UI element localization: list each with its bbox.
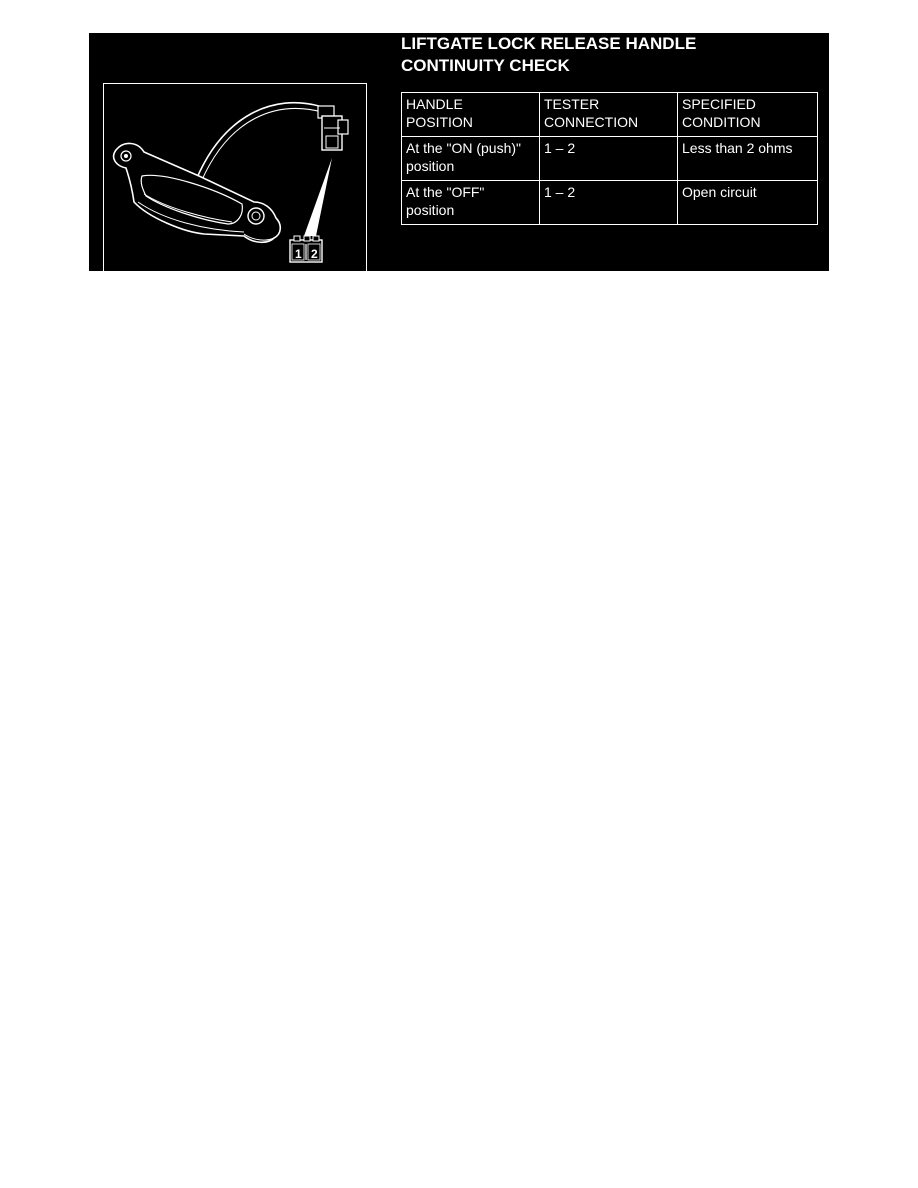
harness-wire-inner: [201, 109, 322, 182]
header-line: POSITION: [406, 114, 473, 130]
cell-tester-connection: 1 – 2: [540, 181, 678, 225]
harness-wire: [196, 103, 319, 180]
header-specified-condition: [678, 93, 818, 137]
cell-handle-position: [402, 181, 540, 225]
connector-body: [318, 106, 348, 150]
cell-specified-condition: Open circuit: [678, 181, 818, 225]
table-row: [402, 181, 818, 225]
continuity-table: [401, 92, 818, 225]
cell-line: At the "ON (push)": [406, 140, 521, 156]
header-tester-connection: [540, 93, 678, 137]
callout-wedge: [304, 158, 332, 236]
pin-2-label: 2: [311, 247, 318, 261]
table-row: [402, 137, 818, 181]
header-line: CONDITION: [682, 114, 761, 130]
cell-line: position: [406, 202, 455, 218]
header-line: TESTER: [544, 96, 600, 112]
cell-specified-condition: Less than 2 ohms: [678, 137, 818, 181]
handle-drawing: [104, 84, 366, 291]
title-line-2: CONTINUITY CHECK: [401, 56, 570, 75]
continuity-check-panel: [89, 33, 829, 289]
page-title: [401, 33, 821, 77]
table-header-row: [402, 93, 818, 137]
cell-line: At the "OFF": [406, 184, 485, 200]
header-line: HANDLE: [406, 96, 463, 112]
handle-illustration: [103, 83, 367, 292]
cell-handle-position: [402, 137, 540, 181]
figure-code: AC405594AC: [302, 279, 360, 289]
cell-line: position: [406, 158, 455, 174]
header-line: CONNECTION: [544, 114, 639, 130]
connector-pin-diagram: [290, 236, 322, 262]
header-handle-position: [402, 93, 540, 137]
pin-1-label: 1: [295, 247, 302, 261]
cell-tester-connection: 1 – 2: [540, 137, 678, 181]
handle-body: [114, 143, 281, 242]
header-line: SPECIFIED: [682, 96, 756, 112]
title-line-1: LIFTGATE LOCK RELEASE HANDLE: [401, 34, 697, 53]
